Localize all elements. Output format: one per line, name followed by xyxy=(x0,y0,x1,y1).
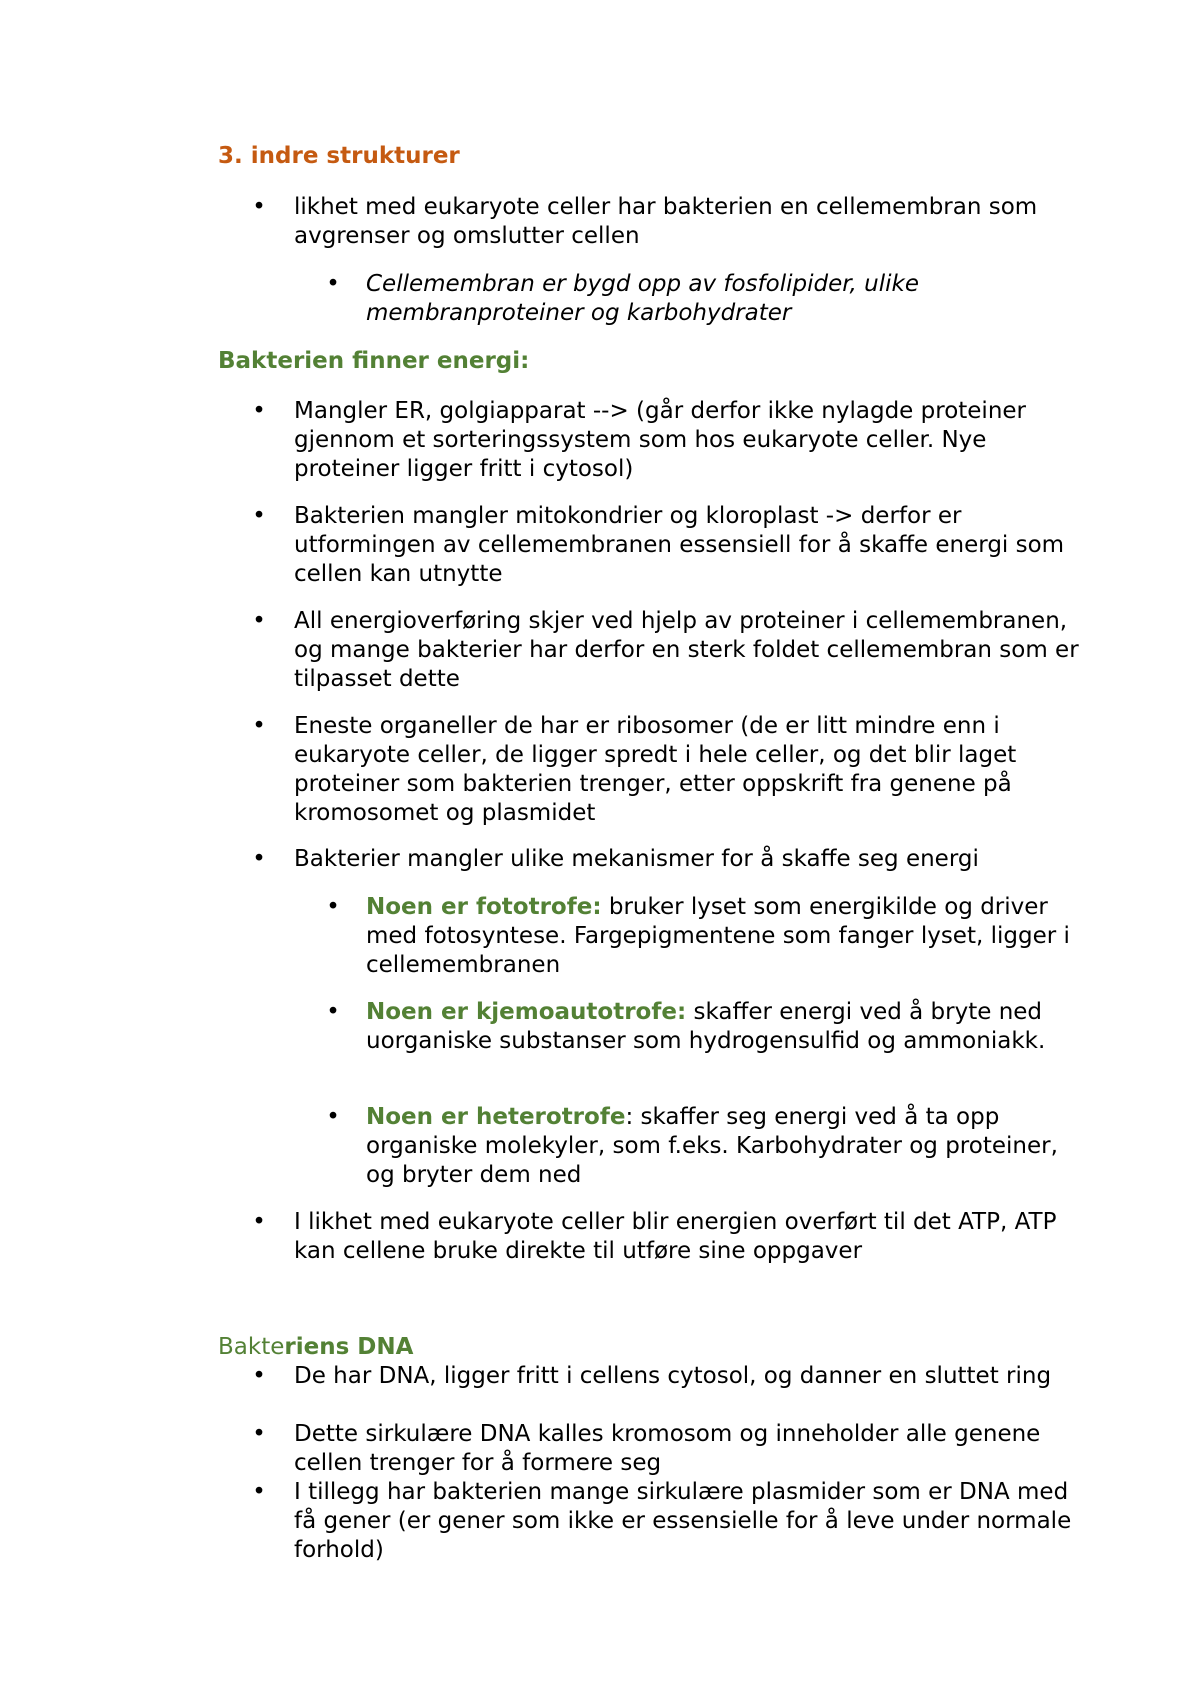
bullet-icon: • xyxy=(252,398,266,424)
sub-list-item-label: Noen er kjemoautotrofe: xyxy=(366,999,687,1025)
sub-list-item-text xyxy=(366,998,1082,1056)
bullet-icon: • xyxy=(326,271,340,297)
sub-list-item-text xyxy=(366,1103,1082,1190)
list-item-text: I likhet med eukaryote celler blir energien overført til det ATP, ATP kan cellene bruke direkte til utføre sine oppgaver xyxy=(294,1209,1057,1264)
sub-list-item-text xyxy=(366,893,1082,980)
bullet-icon: • xyxy=(252,503,266,529)
list-item-text: Eneste organeller de har er ribosomer (de er litt mindre enn i eukaryote celler, de ligger spredt i hele celler, og det blir laget proteiner som bakterien trenger, etter oppskrift fra genene på kromosomet og plasmidet xyxy=(294,713,1017,826)
section-heading-bakterien-finner-energi: Bakterien finner energi: xyxy=(218,348,530,374)
list-item-text: De har DNA, ligger fritt i cellens cytosol, og danner en sluttet ring xyxy=(294,1363,1052,1389)
bullet-icon: • xyxy=(326,999,340,1025)
section-heading-bakteriens-dna xyxy=(218,1333,413,1362)
section-heading-part: riens DNA xyxy=(284,1334,414,1360)
section-heading-indre-strukturer: 3. indre strukturer xyxy=(218,143,460,169)
sub-list-item-label: Noen er fototrofe: xyxy=(366,894,602,920)
bullet-icon: • xyxy=(252,1209,266,1235)
sub-list-item-text: Cellemembran er bygd opp av fosfolipider, ulike membranproteiner og karbohydrater xyxy=(366,271,920,326)
list-item-text: Bakterien mangler mitokondrier og kloroplast -> derfor er utformingen av cellemembranen essensiell for å skaffe energi som cellen kan utnytte xyxy=(294,503,1065,587)
list-item-text: Mangler ER, golgiapparat --> (går derfor ikke nylagde proteiner gjennom et sorteringssystem som hos eukaryote celler. Nye proteiner ligger fritt i cytosol) xyxy=(294,398,1027,482)
list-item-text: I tillegg har bakterien mange sirkulære plasmider som er DNA med få gener (er gener som ikke er essensielle for å leve under normale forhold) xyxy=(294,1479,1072,1563)
bullet-icon: • xyxy=(252,1421,266,1447)
sub-list-item-body: : skaffer seg energi ved å ta opp organiske molekyler, som f.eks. Karbohydrater og proteiner, og bryter dem ned xyxy=(366,1104,1058,1188)
section-heading-part: Bakte xyxy=(218,1334,285,1360)
sub-list-item-body: skaffer energi ved å bryte ned uorganiske substanser som hydrogensulfid og ammoniakk. xyxy=(366,999,1046,1054)
bullet-icon: • xyxy=(252,1479,266,1505)
bullet-icon: • xyxy=(326,1104,340,1130)
bullet-icon: • xyxy=(326,894,340,920)
bullet-icon: • xyxy=(252,608,266,634)
bullet-icon: • xyxy=(252,846,266,872)
list-item-text: likhet med eukaryote celler har bakterien en cellemembran som avgrenser og omslutter cellen xyxy=(294,194,1038,249)
bullet-icon: • xyxy=(252,713,266,739)
bullet-icon: • xyxy=(252,1363,266,1389)
bullet-icon: • xyxy=(252,194,266,220)
list-item-text: Bakterier mangler ulike mekanismer for å skaffe seg energi xyxy=(294,846,979,872)
sub-list-item-body: bruker lyset som energikilde og driver med fotosyntese. Fargepigmentene som fanger lyset, ligger i cellemembranen xyxy=(366,894,1070,978)
list-item-text: All energioverføring skjer ved hjelp av proteiner i cellemembranen, og mange bakterier har derfor en sterk foldet cellemembran som er tilpasset dette xyxy=(294,608,1079,692)
sub-list-item-label: Noen er heterotrofe xyxy=(366,1104,626,1130)
list-item-text: Dette sirkulære DNA kalles kromosom og inneholder alle genene cellen trenger for å formere seg xyxy=(294,1421,1041,1476)
